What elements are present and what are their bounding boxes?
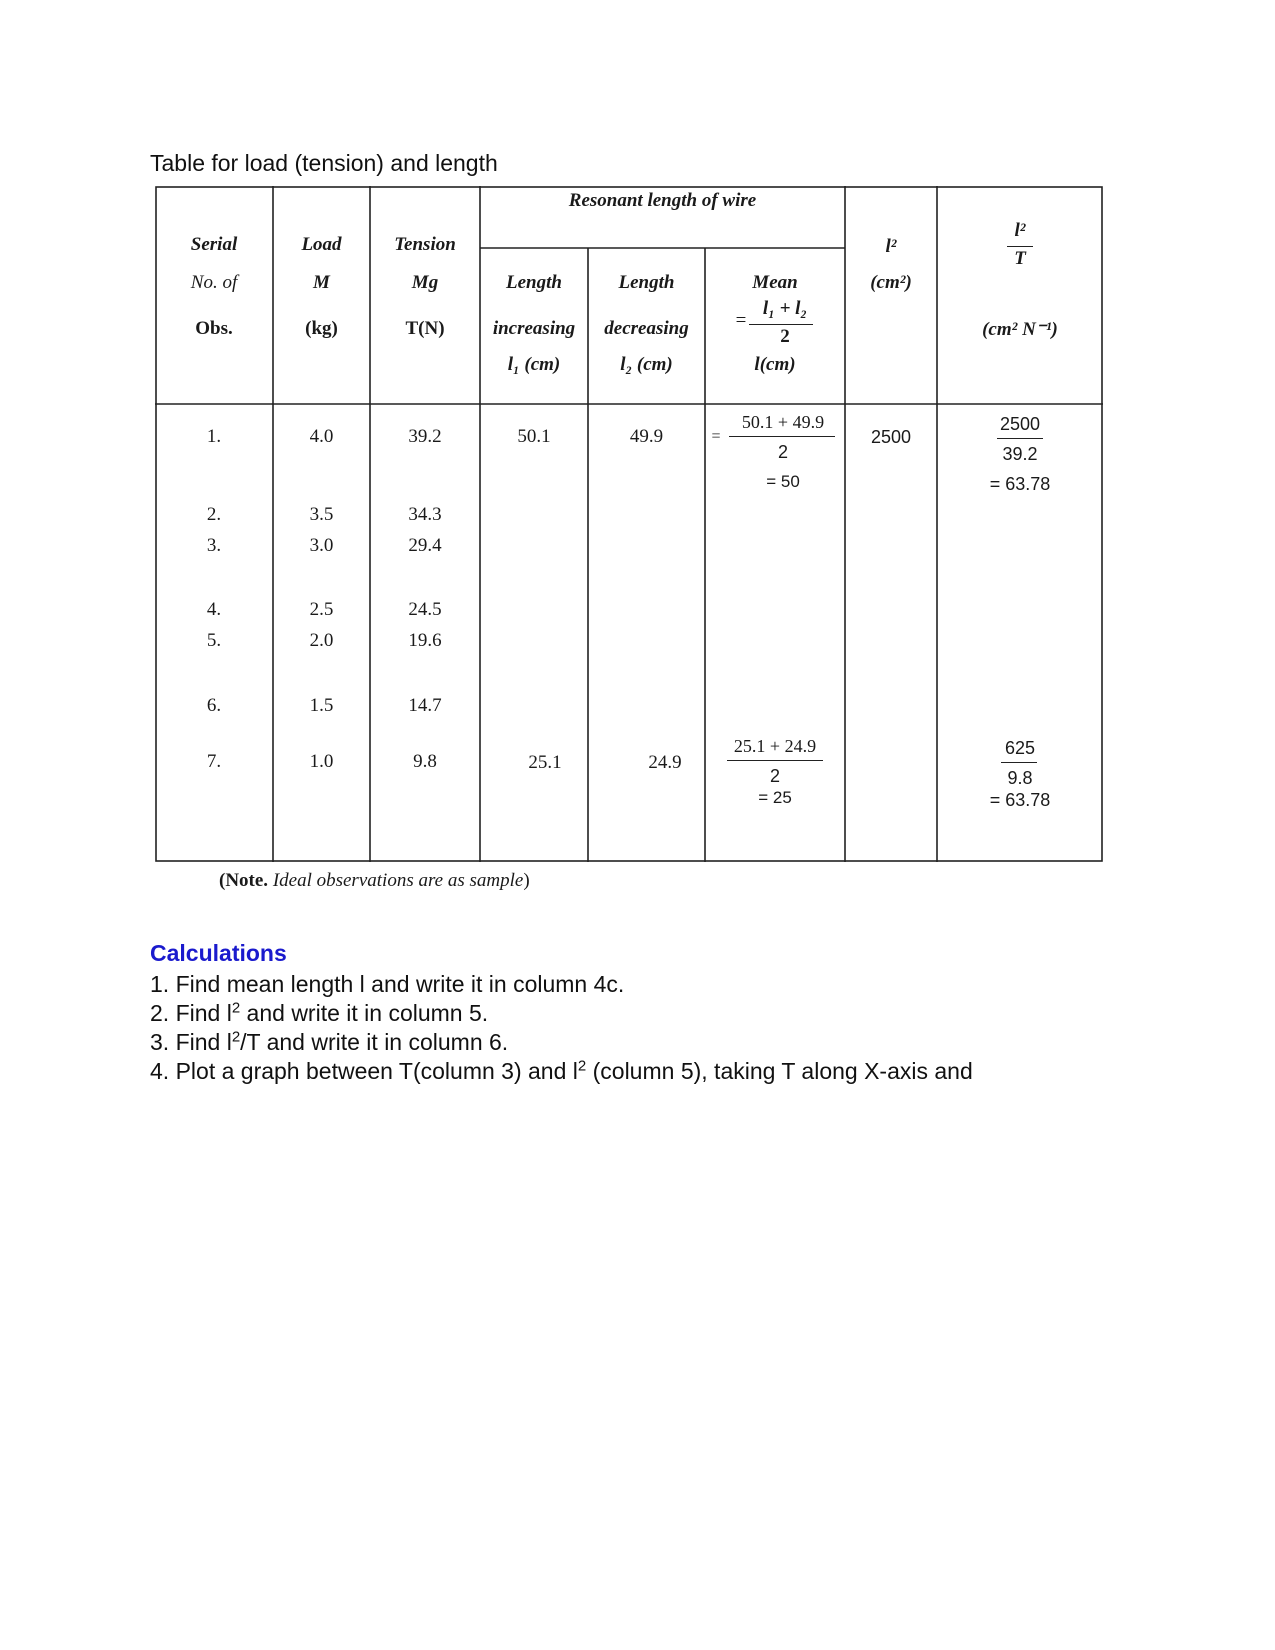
header-serial-1: Serial — [190, 234, 238, 255]
row7-obs: 7. — [206, 751, 222, 772]
calculations-list — [150, 970, 973, 1086]
row3-tension: 29.4 — [408, 535, 442, 556]
calc-step-4-text-a: 4. Plot a graph between T(column 3) and l — [150, 1058, 578, 1084]
row7-mean-fraction-bar — [727, 760, 823, 761]
row1-l2: 49.9 — [629, 426, 664, 447]
row3-obs: 3. — [206, 535, 222, 556]
row1-ratio-result: = 63.78 — [989, 474, 1051, 494]
table-note — [219, 870, 530, 892]
calc-step-4-sup: 2 — [577, 1057, 587, 1075]
header-len-inc-3: l₁ (cm) — [507, 354, 561, 375]
calc-step-3 — [150, 1028, 973, 1057]
note-lead: (Note. — [219, 870, 269, 891]
row7-ratio-den: 9.8 — [1007, 768, 1033, 788]
header-mean-eq: = — [735, 310, 747, 331]
header-load-2: M — [313, 272, 330, 293]
row7-ratio-fraction-bar — [1001, 762, 1037, 763]
row1-l1: 50.1 — [517, 426, 551, 447]
header-load-1: Load — [301, 234, 342, 255]
header-serial-3: Obs. — [195, 318, 233, 339]
header-serial-2: No. of — [190, 272, 238, 293]
calc-step-4-text-b: (column 5), taking T along X-axis and — [586, 1058, 973, 1084]
header-ratio-den: T — [1014, 248, 1026, 269]
header-mean-num: l₁ + l₂ — [762, 298, 808, 319]
row3-load: 3.0 — [309, 535, 334, 556]
header-ratio-num: l² — [1014, 220, 1026, 241]
row4-tension: 24.5 — [408, 599, 442, 620]
row5-tension: 19.6 — [408, 630, 442, 651]
header-mean-fraction-bar — [749, 324, 813, 325]
row7-mean-den: 2 — [769, 766, 780, 786]
header-ratio-fraction-bar — [1007, 246, 1033, 247]
row1-mean-num: 50.1 + 49.9 — [741, 412, 825, 432]
header-mean-den: 2 — [780, 326, 790, 347]
row7-mean-result: = 25 — [758, 788, 792, 807]
row1-ratio-fraction-bar — [997, 438, 1043, 439]
calc-step-1-text: 1. Find mean length l and write it in column 4c. — [150, 971, 625, 997]
row7-ratio-num: 625 — [1004, 738, 1036, 758]
calc-step-2-text-a: 2. Find l — [150, 1000, 232, 1026]
calc-step-1 — [150, 970, 973, 999]
row7-ratio-result: = 63.78 — [989, 790, 1051, 810]
row1-ratio-den: 39.2 — [1002, 444, 1038, 464]
header-ratio-unit: (cm² N⁻¹) — [982, 319, 1058, 340]
row5-obs: 5. — [206, 630, 222, 651]
calc-step-2-sup: 2 — [231, 999, 241, 1017]
row7-l1: 25.1 — [528, 752, 562, 773]
header-len-dec-3: l₂ (cm) — [620, 354, 673, 375]
row4-load: 2.5 — [309, 599, 334, 620]
observation-table-scan — [155, 186, 1103, 862]
row6-obs: 6. — [206, 695, 222, 716]
header-load-3: (kg) — [305, 318, 338, 339]
row1-load: 4.0 — [309, 426, 334, 447]
calculations-heading: Calculations — [150, 940, 287, 966]
calc-step-2 — [150, 999, 973, 1028]
row7-l2: 24.9 — [648, 752, 682, 773]
row6-load: 1.5 — [309, 695, 334, 716]
row4-obs: 4. — [206, 599, 222, 620]
header-len-inc-2: increasing — [492, 318, 576, 339]
header-lsq-1: l² — [885, 236, 897, 257]
header-mean-1: Mean — [752, 272, 798, 293]
calc-step-3-sup: 2 — [231, 1028, 241, 1046]
calc-step-2-text-b: and write it in column 5. — [240, 1000, 489, 1026]
header-mean-unit: l(cm) — [754, 354, 796, 375]
row5-load: 2.0 — [309, 630, 334, 651]
header-resonant-length: Resonant length of wire — [568, 190, 757, 211]
row7-mean-num: 25.1 + 24.9 — [733, 736, 817, 756]
row1-mean-fraction-bar — [729, 436, 835, 437]
row1-obs: 1. — [206, 426, 222, 447]
row1-ratio-num: 2500 — [999, 414, 1041, 434]
header-lsq-2: (cm²) — [870, 272, 912, 293]
row1-lsq: 2500 — [870, 427, 912, 447]
header-tension-2: Mg — [411, 272, 439, 293]
row1-mean-result: = 50 — [766, 472, 800, 491]
note-body: Ideal observations are as sample — [268, 870, 524, 891]
row2-load: 3.5 — [309, 504, 334, 525]
header-len-inc-1: Length — [506, 272, 562, 293]
row2-obs: 2. — [206, 504, 222, 525]
header-len-dec-1: Length — [618, 272, 675, 293]
row1-mean-den: 2 — [777, 442, 788, 462]
row1-tension: 39.2 — [408, 426, 442, 447]
calc-step-3-text-a: 3. Find l — [150, 1029, 232, 1055]
header-tension-1: Tension — [394, 234, 456, 255]
row7-load: 1.0 — [309, 751, 334, 772]
table-title: Table for load (tension) and length — [150, 150, 498, 176]
row6-tension: 14.7 — [408, 695, 442, 716]
note-close: ) — [523, 870, 530, 891]
header-len-dec-2: decreasing — [604, 318, 689, 339]
calc-step-4 — [150, 1057, 973, 1086]
row2-tension: 34.3 — [408, 504, 442, 525]
row1-mean-eq: = — [711, 428, 721, 445]
row7-tension: 9.8 — [413, 751, 437, 772]
header-tension-3: T(N) — [405, 318, 445, 339]
calc-step-3-text-b: /T and write it in column 6. — [240, 1029, 509, 1055]
